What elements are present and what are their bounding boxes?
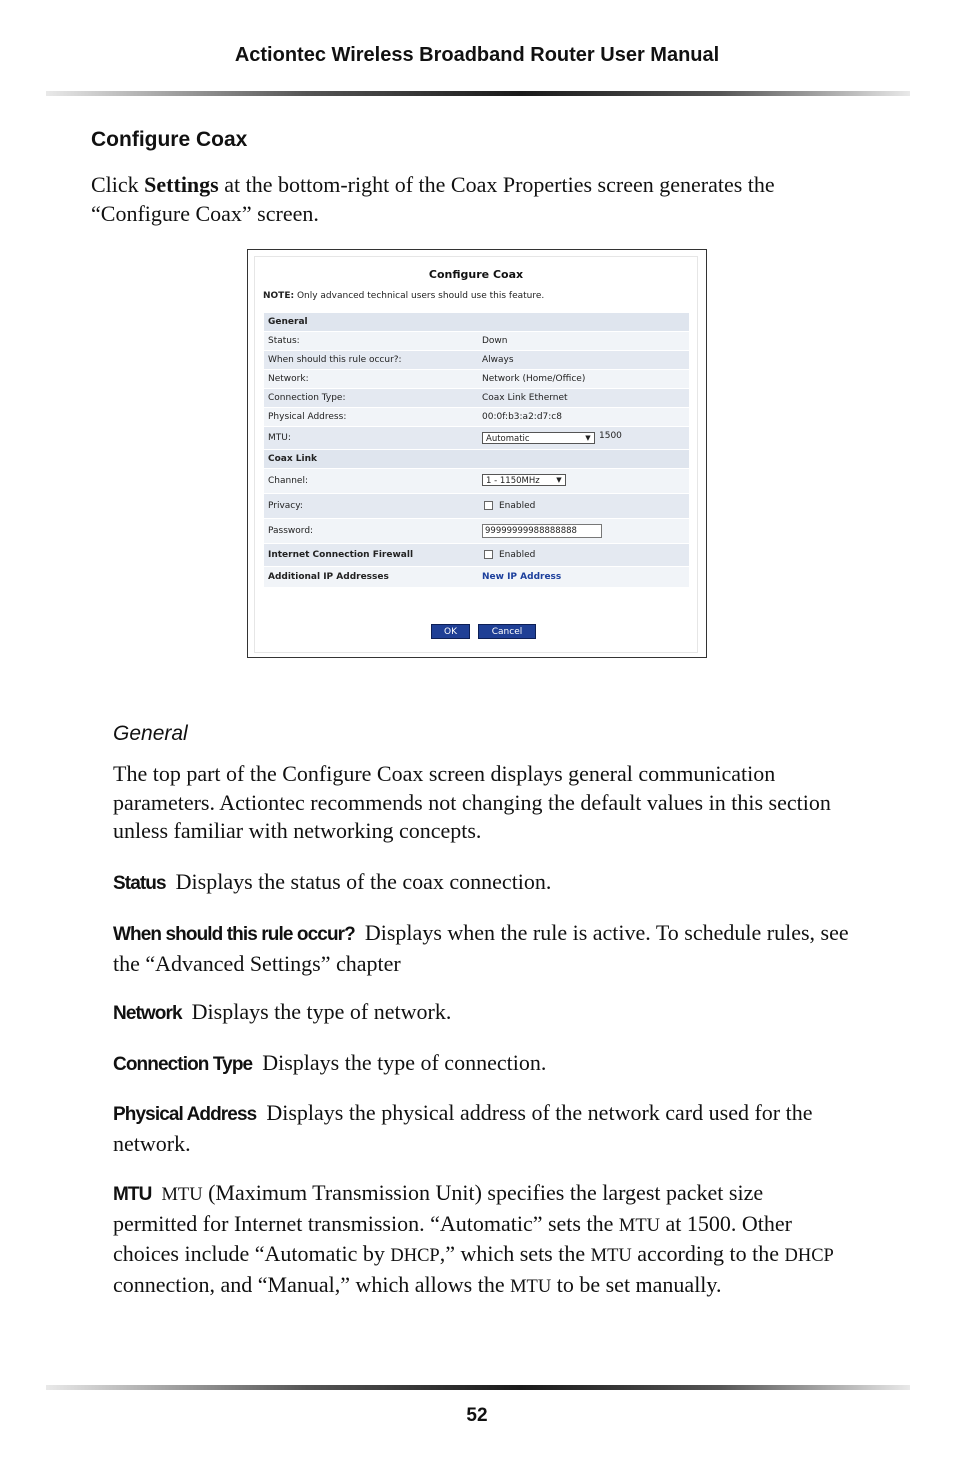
table-row: Connection Type: Coax Link Ethernet: [264, 389, 689, 408]
mtu-select[interactable]: Automatic ▼: [482, 432, 595, 444]
additional-ip-row: Additional IP Addresses New IP Address: [264, 567, 689, 588]
chevron-down-icon: ▼: [585, 434, 591, 442]
channel-row: Channel: 1 - 1150MHz ▼: [264, 469, 689, 494]
ok-button[interactable]: OK: [431, 624, 470, 639]
mtu-row: MTU: Automatic ▼ 1500: [264, 427, 689, 450]
section-intro: Click Settings at the bottom-right of the Coax Properties screen generates the “Configure Coax” screen.: [91, 172, 775, 226]
chevron-down-icon: ▼: [556, 476, 562, 484]
privacy-checkbox[interactable]: [484, 501, 493, 510]
firewall-row: Internet Connection Firewall Enabled: [264, 544, 689, 567]
term-mtu: MTU MTU (Maximum Transmission Unit) specifies the largest packet size permitted for Internet transmission. “Automatic” sets the MTU at 1500. Other choices include “Automatic by DHCP,” which sets the MTU according to the DHCP connection, and “Manual,” which allows the MTU to be set manually.: [113, 1180, 834, 1297]
table-row: Network: Network (Home/Office): [264, 370, 689, 389]
term-physical-address: Physical Address Displays the physical address of the network card used for the network.: [113, 1100, 813, 1156]
screenshot-title: Configure Coax: [428, 268, 524, 281]
cancel-button[interactable]: Cancel: [478, 624, 536, 639]
term-network: Network Displays the type of network.: [113, 999, 452, 1024]
coax-link-section-header: Coax Link: [264, 450, 689, 469]
firewall-checkbox[interactable]: [484, 550, 493, 559]
mtu-value: 1500: [599, 431, 622, 441]
screenshot-note: NOTE: Only advanced technical users should use this feature.: [263, 291, 545, 301]
new-ip-address-link[interactable]: New IP Address: [482, 572, 562, 582]
term-connection-type: Connection Type Displays the type of connection.: [113, 1050, 547, 1075]
table-row: Status: Down: [264, 332, 689, 351]
section-title: Configure Coax: [91, 128, 248, 151]
page-number: 52: [466, 1405, 488, 1426]
settings-table: [264, 313, 689, 588]
password-row: Password: 99999999988888888: [264, 519, 689, 544]
footer-rule: [46, 1385, 910, 1390]
general-section-header: General: [264, 313, 689, 332]
manual-header: Actiontec Wireless Broadband Router User Manual: [234, 44, 720, 66]
password-input[interactable]: 99999999988888888: [482, 524, 602, 538]
privacy-row: Privacy: Enabled: [264, 494, 689, 519]
screenshot-panel: [255, 257, 697, 652]
settings-term: Settings: [144, 172, 219, 197]
table-row: Physical Address: 00:0f:b3:a2:d7:c8: [264, 408, 689, 427]
general-subtitle: General: [113, 722, 188, 745]
general-intro: The top part of the Configure Coax screen displays general communication parameters. Actiontec recommends not changing the default values in this section unless familiar with networking concepts.: [113, 761, 831, 843]
header-rule: [46, 91, 910, 96]
term-status: Status Displays the status of the coax connection.: [113, 869, 552, 894]
table-row: When should this rule occur?: Always: [264, 351, 689, 370]
term-rule-occur: When should this rule occur? Displays when the rule is active. To schedule rules, see the “Advanced Settings” chapter: [113, 920, 849, 976]
configure-coax-screenshot: [247, 249, 707, 658]
channel-select[interactable]: 1 - 1150MHz ▼: [482, 474, 566, 486]
